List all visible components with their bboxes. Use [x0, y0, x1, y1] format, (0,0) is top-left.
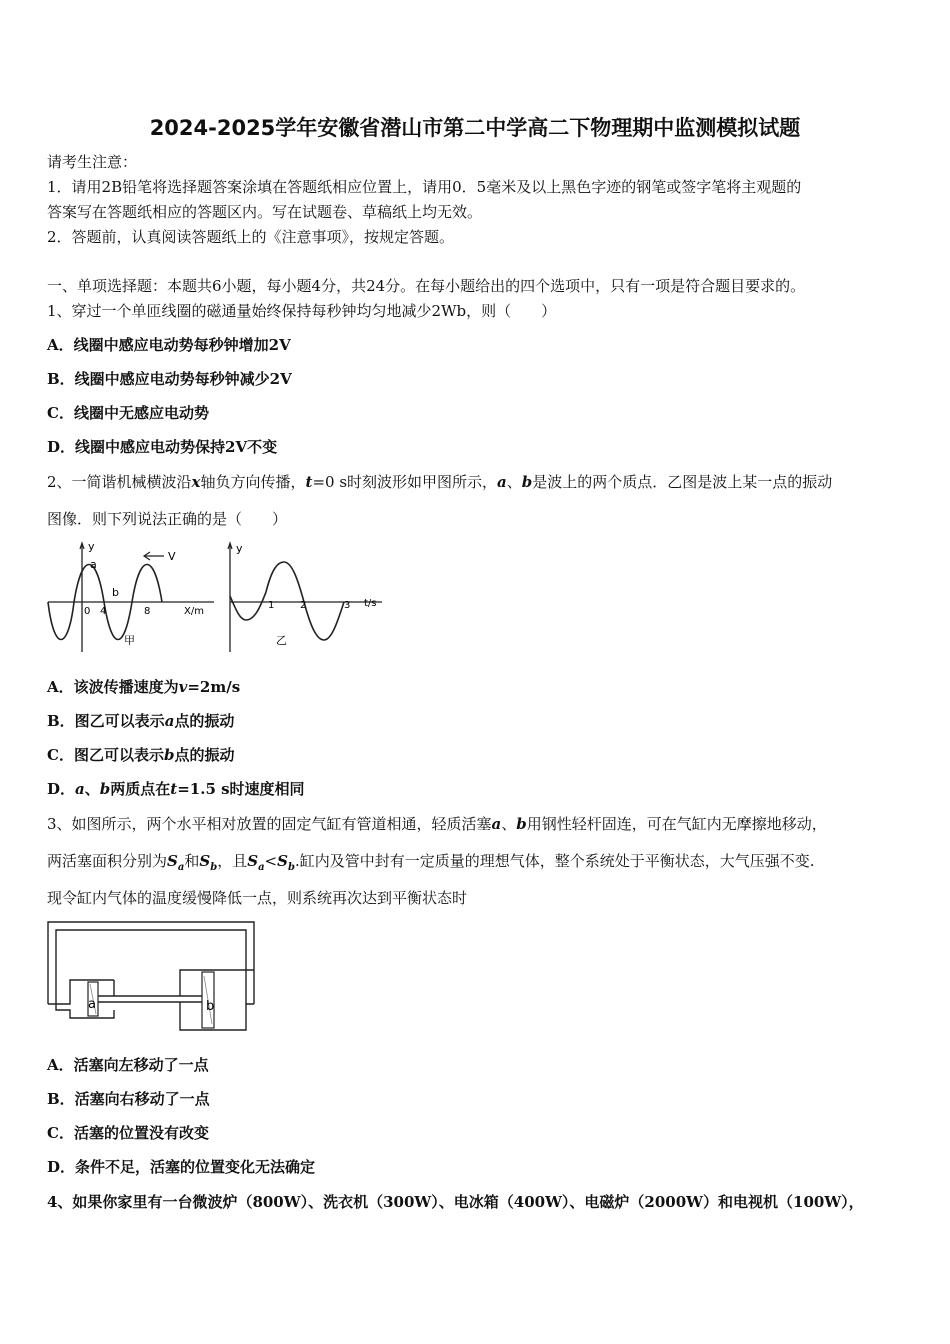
- q2-figure-jia: [44, 540, 219, 660]
- yi-tick-2: 2: [300, 600, 307, 611]
- notice-heading: 请考生注意：: [47, 153, 138, 171]
- q1-option-c: C．线圈中无感应电动势: [47, 404, 209, 422]
- jia-caption: 甲: [124, 634, 135, 647]
- q2-option-c: C．图乙可以表示b点的振动: [47, 746, 235, 764]
- jia-tick-0: 0: [84, 606, 91, 617]
- yi-y-label: y: [236, 542, 243, 555]
- q2-stem: 2、一简谐机械横波沿x轴负方向传播，t=0 s时刻波形如甲图所示，a、b是波上的两个质点．乙图是波上某一点的振动: [47, 473, 833, 491]
- piston-b-label: b: [206, 999, 215, 1014]
- q1-option-d: D．线圈中感应电动势保持2V不变: [47, 438, 278, 456]
- piston-a-label: a: [88, 997, 96, 1012]
- jia-point-a: a: [90, 558, 97, 571]
- q3-stem-2: 两活塞面积分别为$S_a$和$S_b$，且$S_a<S_b$.缸内及管中封有一定质量的理想气体，整个系统处于平衡状态，大气压强不变.: [47, 852, 815, 873]
- yi-caption: 乙: [276, 634, 287, 647]
- q2-option-b: B．图乙可以表示a点的振动: [47, 712, 235, 730]
- yi-t-label: t/s: [364, 598, 377, 609]
- q2-option-d: D．a、b两质点在t=1.5 s时速度相同: [47, 780, 305, 798]
- q2-option-a: A．该波传播速度为v=2m/s: [47, 678, 241, 696]
- q3-option-c: C．活塞的位置没有改变: [47, 1124, 209, 1142]
- q3-option-b: B．活塞向右移动了一点: [47, 1090, 210, 1108]
- q3-option-a: A．活塞向左移动了一点: [47, 1056, 209, 1074]
- yi-tick-3: 3: [344, 600, 351, 611]
- q2-figure-yi: [222, 540, 387, 660]
- notice-item-1a: 1．请用2B铅笔将选择题答案涂填在答题纸相应位置上，请用0．5毫米及以上黑色字迹的钢笔或签字笔将主观题的: [47, 178, 802, 196]
- jia-point-b: b: [112, 586, 119, 599]
- q2-stem-2: 图像．则下列说法正确的是（ ）: [47, 510, 288, 528]
- q4-stem: 4、如果你家里有一台微波炉（800W）、洗衣机（300W）、电冰箱（400W）、电磁炉（2000W）和电视机（100W），: [47, 1193, 864, 1211]
- q3-stem-3: 现令缸内气体的温度缓慢降低一点，则系统再次达到平衡状态时: [47, 889, 468, 907]
- notice-item-1b: 答案写在答题纸相应的答题区内。写在试题卷、草稿纸上均无效。: [47, 203, 483, 221]
- q3-figure-cylinders: [44, 918, 259, 1038]
- jia-x-label: X/m: [184, 606, 204, 617]
- page-title: 2024-2025学年安徽省潜山市第二中学高二下物理期中监测模拟试题: [149, 116, 801, 140]
- jia-tick-4: 4: [100, 606, 107, 617]
- q3-option-d: D．条件不足，活塞的位置变化无法确定: [47, 1158, 316, 1176]
- q3-stem: 3、如图所示，两个水平相对放置的固定气缸有管道相通，轻质活塞a、b用钢性轻杆固连，可在气缸内无摩擦地移动，: [47, 815, 827, 833]
- jia-tick-8: 8: [144, 606, 151, 617]
- q1-option-a: A．线圈中感应电动势每秒钟增加2V: [47, 336, 291, 354]
- q1-stem: 1、穿过一个单匝线圈的磁通量始终保持每秒钟均匀地减少2Wb，则（ ）: [47, 302, 557, 320]
- notice-item-2: 2．答题前，认真阅读答题纸上的《注意事项》，按规定答题。: [47, 228, 455, 246]
- jia-y-label: y: [88, 540, 95, 553]
- yi-tick-1: 1: [268, 600, 275, 611]
- jia-v-label: V: [168, 550, 176, 563]
- q1-option-b: B．线圈中感应电动势每秒钟减少2V: [47, 370, 292, 388]
- section-heading: 一、单项选择题：本题共6小题，每小题4分，共24分。在每小题给出的四个选项中，只有一项是符合题目要求的。: [47, 277, 806, 295]
